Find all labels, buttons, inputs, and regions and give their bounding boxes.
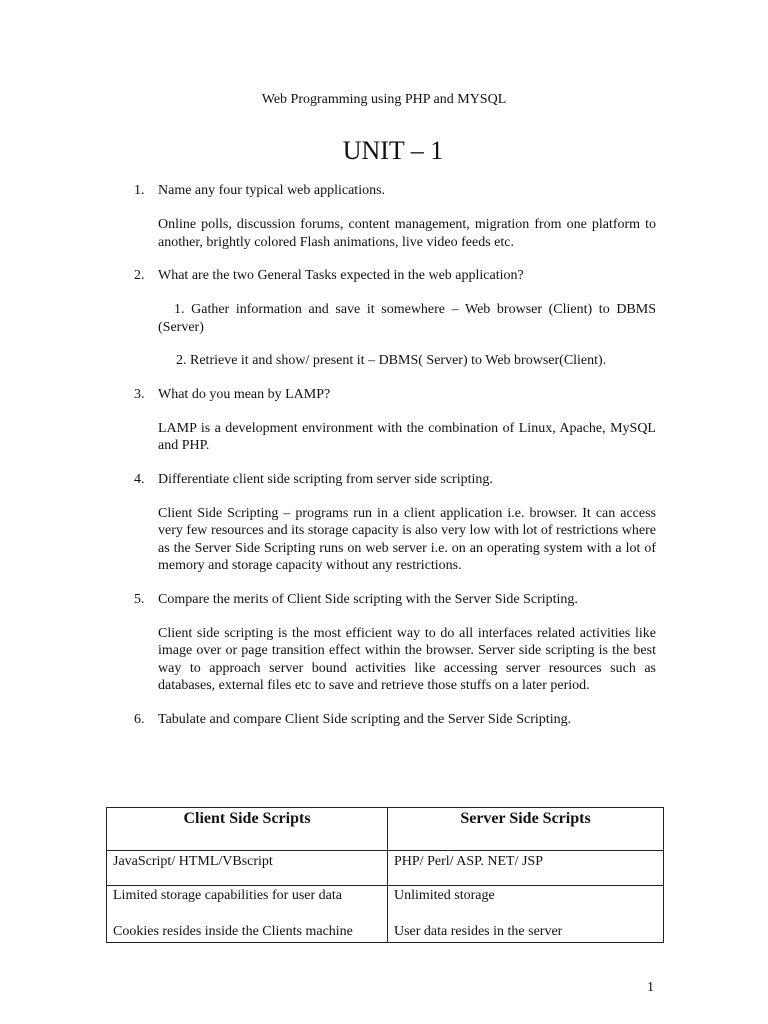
answer-text: LAMP is a development environment with the combination of Linux, Apache, MySQL and PHP.	[158, 420, 656, 453]
cell-text: PHP/ Perl/ ASP. NET/ JSP	[394, 854, 543, 869]
question-text: Differentiate client side scripting from server side scripting.	[158, 471, 493, 487]
question-number: 6.	[134, 711, 145, 727]
answer-text: Online polls, discussion forums, content management, migration from one platform to another, brightly colored Flash animations, live video feeds etc.	[158, 217, 656, 250]
comparison-table	[106, 807, 664, 943]
question-number: 2.	[134, 268, 145, 283]
question-number: 5.	[134, 591, 145, 607]
table-cell	[388, 851, 664, 886]
question-text: Name any four typical web applications.	[158, 183, 386, 198]
cell-text: JavaScript/ HTML/VBscript	[113, 854, 273, 869]
question-item	[0, 591, 768, 695]
question-number: 3.	[134, 386, 145, 402]
question-item	[0, 711, 768, 729]
question-text: What are the two General Tasks expected in the web application?	[158, 268, 524, 283]
cell-text: User data resides in the server	[394, 924, 563, 939]
question-item	[0, 182, 768, 251]
question-number: 1.	[134, 183, 145, 198]
answer-subpoint: 2. Retrieve it and show/ present it – DBMS( Server) to Web browser(Client).	[176, 353, 607, 368]
question-text: What do you mean by LAMP?	[158, 386, 331, 402]
page-number: 1	[647, 980, 654, 995]
question-text: Compare the merits of Client Side scripting with the Server Side Scripting.	[158, 591, 578, 607]
question-item	[0, 267, 768, 370]
table-header-cell: Server Side Scripts	[388, 808, 664, 851]
table-cell	[107, 851, 388, 886]
table-header-cell: Client Side Scripts	[107, 808, 388, 851]
table-cell	[388, 886, 664, 943]
table-row	[107, 851, 664, 886]
question-number: 4.	[134, 471, 145, 487]
answer-text: Client side scripting is the most efficient way to do all interfaces related activities like image over or page transition effect within the browser. Server side scripting is the best way to approach server bound activities like accessing server resources such as databases, external files etc to save and retrieve those stuffs on a later period.	[158, 625, 656, 693]
document-header-title: Web Programming using PHP and MYSQL	[261, 92, 507, 107]
cell-text: Limited storage capabilities for user data	[113, 888, 342, 903]
question-text: Tabulate and compare Client Side scripting and the Server Side Scripting.	[158, 711, 572, 727]
cell-text: Cookies resides inside the Clients machine	[113, 924, 353, 939]
question-list	[0, 182, 768, 745]
question-item	[0, 471, 768, 575]
answer-text: Client Side Scripting – programs run in a client application i.e. browser. It can access very few resources and its storage capacity is also very low with lot of restrictions where as the Server Side Scripting runs on web server i.e. on an operating system with a lot of memory and storage capacity without any restrictions.	[158, 505, 656, 573]
answer-subpoint: 1. Gather information and save it somewhere – Web browser (Client) to DBMS (Server)	[158, 302, 656, 335]
table-header-row	[107, 808, 664, 851]
cell-text: Unlimited storage	[394, 888, 495, 903]
table-cell	[107, 886, 388, 943]
unit-title: UNIT – 1	[342, 136, 444, 165]
table-row	[107, 886, 664, 943]
question-item	[0, 386, 768, 455]
